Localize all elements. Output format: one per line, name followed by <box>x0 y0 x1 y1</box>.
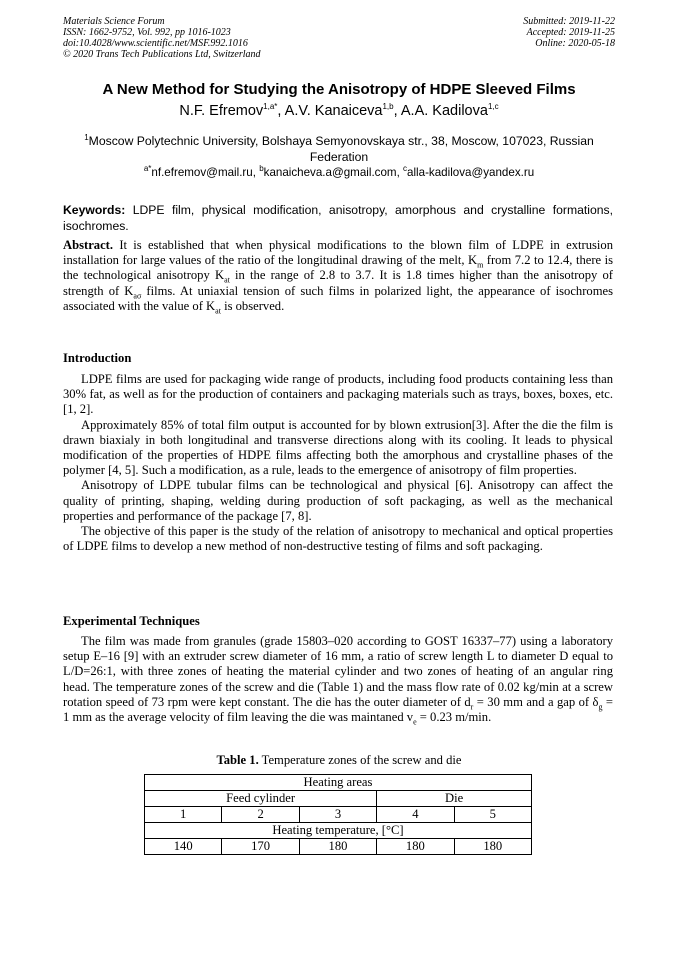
table-row <box>145 839 532 855</box>
experimental-text: = 1 mm as the average velocity of film leaving the die was maintaned v <box>63 694 614 725</box>
email-list: $^{a*}$nf.efremov@mail.ru, $^b$kanaicheva.a@gmail.com, $^c$alla-kadilova@yandex.ru <box>143 164 535 179</box>
table-cell: 4 <box>377 807 454 823</box>
table-row <box>145 775 532 791</box>
email-sup: c <box>403 164 408 174</box>
experimental-sub: r <box>470 702 474 712</box>
abstract-sub: m <box>477 260 484 270</box>
author-name: N.F. Efremov <box>179 103 264 119</box>
dates-header <box>523 16 615 49</box>
experimental-sub: g <box>598 702 603 712</box>
table-group-cell: Feed cylinder <box>145 791 377 807</box>
table-caption-text: Temperature zones of the screw and die <box>261 753 462 767</box>
experimental-text: = 30 mm and a gap of δ <box>473 694 599 709</box>
journal-header <box>63 16 261 60</box>
online-date: Online: 2020-05-18 <box>535 38 615 49</box>
table-caption <box>0 753 678 768</box>
temperature-table <box>144 774 532 855</box>
table-row <box>145 791 532 807</box>
email-address: alla-kadilova@yandex.ru <box>407 166 535 179</box>
intro-paragraph: The objective of this paper is the study of the relation of anisotropy to mechanical and optical properties of LDPE films to develop a new method of non-destructive testing of films and soft packaging. <box>63 524 613 554</box>
experimental-text: = 0.23 m/min. <box>416 710 492 725</box>
keywords <box>63 202 613 234</box>
submitted-date: Submitted: 2019-11-22 <box>523 16 615 27</box>
table-cell: 180 <box>377 839 454 855</box>
intro-paragraph: Anisotropy of LDPE tubular films can be technological and physical [6]. Anisotropy can affect the quality of printing, shaping, welding during production of soft packaging, as well as the mechanical properties and performance of the package [7, 8]. <box>63 478 613 523</box>
table-header-cell: Heating temperature, [°C] <box>145 823 532 839</box>
affiliation-text: Moscow Polytechnic University, Bolshaya Semyonovskaya str., 38, Moscow, 107023, Russian Federation <box>88 134 594 164</box>
abstract-text: is observed. <box>220 298 285 313</box>
table-row <box>145 823 532 839</box>
author-name: A.V. Kanaiceva <box>284 103 383 119</box>
affiliation <box>72 133 606 165</box>
table-caption-label: Table 1. <box>216 753 259 767</box>
introduction-heading: Introduction <box>63 351 132 365</box>
author-list: N.F. Efremov$^{1,a*}$, A.V. Kanaiceva$^{1,b}$, A.A. Kadilova$^{1,c}$ <box>179 102 499 119</box>
email-sup: b <box>259 164 264 174</box>
accepted-date: Accepted: 2019-11-25 <box>526 27 615 38</box>
experimental-text: The film was made from granules (grade 15803–020 according to GOST 16337–77) using a laboratory setup E–16 [9] with an extruder screw diameter of 16 mm, a ratio of screw length L to diameter D equal to L/D=26:1, with three zones of heating the material cylinder and two zones of heating of an angular ring head. The temperature zones of the screw and die (Table 1) and the mass flow rate of 0.02 kg/min at a screw rotation speed of 73 rpm were kept constant. The die has the outer diameter of d <box>63 634 613 709</box>
email-address: kanaicheva.a@gmail.com <box>263 166 397 179</box>
abstract-sub: aσ <box>133 291 142 301</box>
abstract-text: It is established that when physical modifications to the blown film of LDPE in extrusion installation for large values of the ratio of the longitudinal drawing of the melt, K <box>63 238 614 268</box>
table-cell: 3 <box>299 807 376 823</box>
journal-name: Materials Science Forum <box>63 16 165 27</box>
abstract-label: Abstract. <box>63 238 114 252</box>
affiliation-sup: 1 <box>84 132 89 142</box>
abstract <box>63 238 613 314</box>
table-group-cell: Die <box>377 791 532 807</box>
keywords-label: Keywords: <box>63 203 126 217</box>
table-cell: 180 <box>299 839 376 855</box>
author-sup: 1,c <box>487 102 499 112</box>
abstract-sub: at <box>224 275 230 285</box>
journal-copyright: © 2020 Trans Tech Publications Ltd, Switzerland <box>63 49 261 60</box>
abstract-text: films. At uniaxial tension of such films in polarized light, the appearance of isochromes associated with the value of K <box>63 283 613 313</box>
table-cell: 170 <box>222 839 299 855</box>
abstract-text: in the range of 2.8 to 3.7. It is 1.8 times higher than the anisotropy of strength of K <box>63 268 613 298</box>
author-name: A.A. Kadilova <box>400 103 488 119</box>
intro-paragraph: LDPE films are used for packaging wide range of products, including food products containing less than 30% fat, as well as for the production of containers and packaging materials such as trays, boxes, boxes, etc. [1, 2]. <box>63 372 613 417</box>
experimental-body <box>63 634 613 725</box>
intro-paragraph: Approximately 85% of total film output is accounted for by blown extrusion[3]. After the die the film is drawn biaxialy in both longitudinal and transverse directions along with its cooling. It leads to physical modification of the properties of HDPE films affecting both the amorphous and crystalline phases of the polymer [4, 5]. Such a modification, as a rule, leads to the emergence of anisotropy of film properties. <box>63 417 613 478</box>
journal-doi: doi:10.4028/www.scientific.net/MSF.992.1016 <box>63 38 248 49</box>
abstract-sub: at <box>215 306 221 316</box>
introduction-body <box>63 372 613 554</box>
table-row <box>145 807 532 823</box>
table-header-cell: Heating areas <box>145 775 532 791</box>
abstract-text: from 7.2 to 12.4, there is the technological anisotropy K <box>63 253 613 283</box>
keywords-text: LDPE film, physical modification, anisotropy, amorphous and crystalline formations, isochromes. <box>63 203 614 233</box>
table-cell: 5 <box>454 807 531 823</box>
journal-issn: ISSN: 1662-9752, Vol. 992, pp 1016-1023 <box>63 27 231 38</box>
email-address: nf.efremov@mail.ru <box>151 166 253 179</box>
table-cell: 180 <box>454 839 531 855</box>
experimental-sub: e <box>413 717 417 727</box>
table-cell: 2 <box>222 807 299 823</box>
email-sup: a* <box>143 164 152 174</box>
table-cell: 1 <box>145 807 222 823</box>
paper-title: A New Method for Studying the Anisotropy of HDPE Sleeved Films <box>102 81 576 98</box>
author-sup: 1,b <box>382 102 394 112</box>
table-cell: 140 <box>145 839 222 855</box>
experimental-heading: Experimental Techniques <box>63 614 200 628</box>
author-sup: 1,a* <box>263 102 278 112</box>
